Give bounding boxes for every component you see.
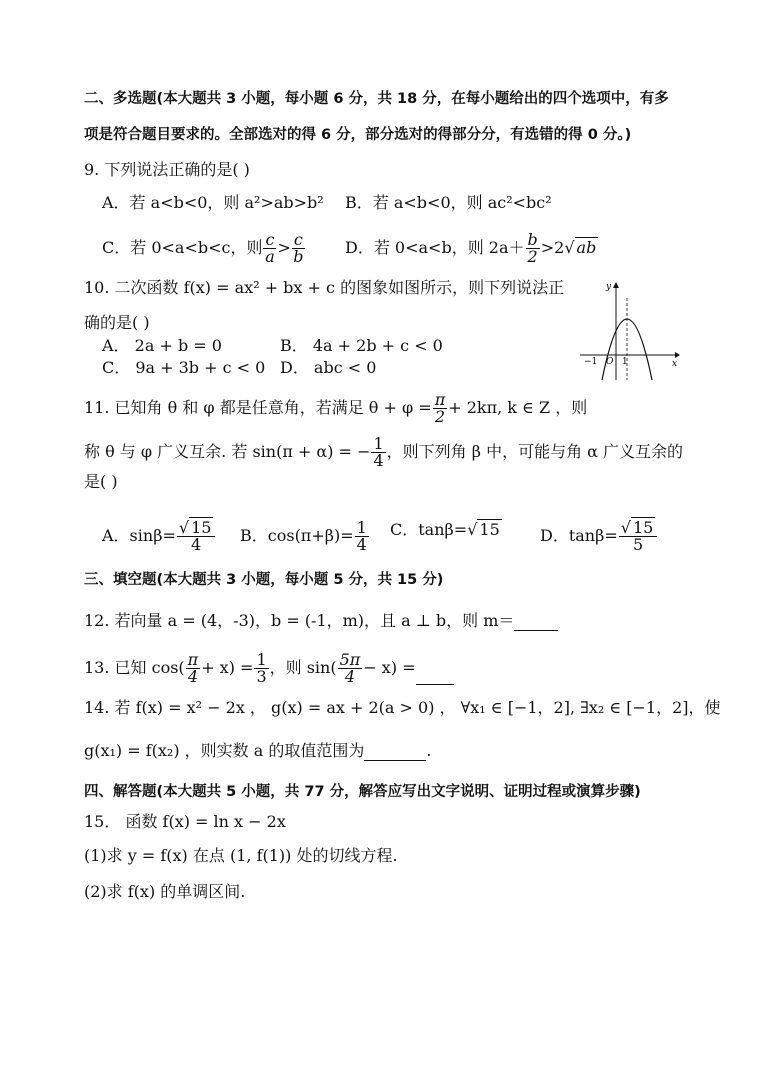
section-4-header: 四、解答题(本大题共 5 小题，共 77 分，解答应写出文字说明、证明过程或演算步骤)	[84, 784, 641, 800]
q11-option-a	[102, 520, 216, 553]
sqrt-icon: √	[178, 518, 190, 537]
q13	[84, 652, 454, 685]
q15-part1: (1)求 y = f(x) 在点 (1, f(1)) 处的切线方程.	[84, 846, 398, 865]
q14-line2	[84, 740, 431, 761]
q9-option-d	[345, 232, 598, 265]
q10-option-b: B． 4a + 2b + c < 0	[280, 336, 443, 355]
q11-option-d-text: D．tanβ=	[540, 526, 618, 545]
q12-text: 12. 若向量 a = (4，-3)，b = (-1，m)，且 a ⊥ b，则 m＝	[84, 611, 515, 630]
q11-line2	[84, 436, 683, 469]
q11-option-b	[240, 520, 370, 553]
q11-option-c-sqrt: 15	[479, 520, 500, 539]
q9-option-c-gt: >	[277, 238, 291, 257]
q11-line2-text: 称 θ 与 φ 广义互余. 若 sin(π + α) = −	[84, 442, 371, 461]
q11-line1	[84, 392, 587, 425]
q9-option-d-sqrt: ab	[576, 238, 597, 257]
section-2-header-line2: 项是符合题目要求的。全部选对的得 6 分，部分选对的得部分分，有选错的得 0 分。)	[84, 127, 632, 143]
q11-option-d-fraction: $\frac{√ 15}{5}$	[619, 520, 658, 553]
x-axis-arrow-icon	[675, 352, 680, 358]
parabola-graph	[580, 280, 680, 380]
sqrt-icon: √	[564, 238, 575, 257]
q9-option-c-fraction1: $\frac{c}{a}$	[265, 230, 275, 266]
origin-label: O	[606, 357, 614, 367]
q11-line2-fraction: $\frac{1}{4}$	[373, 434, 384, 470]
q11-line3: 是( )	[84, 472, 118, 491]
q9-option-c-fraction2: $\frac{c}{b}$	[293, 230, 304, 266]
q15-stem: 15． 函数 f(x) = ln x − 2x	[84, 812, 286, 831]
q10-stem-line2: 确的是( )	[84, 313, 150, 332]
sqrt-icon: √	[620, 518, 631, 537]
q11-option-c	[390, 520, 502, 540]
q11-line1-fraction: $\frac{\pi}{2}$	[434, 390, 446, 426]
q13-mid1: + x) =	[201, 658, 254, 677]
q11-option-a-text: A．sinβ=	[102, 526, 176, 545]
q10-option-c: C． 9a + 3b + c < 0	[102, 358, 266, 377]
q9-option-c-text: C．若 0<a<b<c，则	[102, 238, 263, 257]
q14-answer-blank	[364, 740, 426, 761]
q12-answer-blank	[514, 610, 558, 631]
section-2-header-line1: 二、多选题(本大题共 3 小题，每小题 6 分，共 18 分，在每小题给出的四个选项中，有多	[84, 91, 669, 107]
q9-option-d-fraction: $\frac{b}{2}$	[527, 230, 538, 266]
q14-end: .	[426, 741, 432, 760]
y-axis-arrow-icon	[613, 282, 619, 288]
y-axis-label: y	[606, 282, 612, 292]
q11-option-b-fraction: $\frac{1}{4}$	[356, 518, 367, 554]
section-3-header: 三、填空题(本大题共 3 小题，每小题 5 分，共 15 分)	[84, 572, 444, 588]
q11-line1-text: 11. 已知角 θ 和 φ 都是任意角，若满足 θ + φ =	[84, 398, 432, 417]
q9-stem: 9. 下列说法正确的是( )	[84, 160, 250, 179]
q9-option-d-post: >2	[540, 238, 565, 257]
q10-stem-line1: 10. 二次函数 f(x) = ax² + bx + c 的图象如图所示，则下列说法正	[84, 278, 565, 297]
q11-line1-post: + 2kπ, k ∈ Z ，则	[448, 398, 588, 417]
q11-option-b-text: B．cos(π+β)=	[240, 526, 354, 545]
q11-line2-post: ，则下列角 β 中，可能与角 α 广义互余的	[386, 442, 684, 461]
q9-option-b: B．若 a<b<0，则 ac²<bc²	[345, 193, 552, 212]
sqrt-icon: √	[467, 520, 478, 539]
x-axis-label: x	[672, 359, 678, 369]
q11-option-d	[540, 520, 658, 553]
q9-option-a: A．若 a<b<0，则 a²>ab>b²	[102, 193, 324, 212]
q13-fraction1: $\frac{\pi}{4}$	[187, 650, 199, 686]
q14-line1: 14. 若 f(x) = x² − 2x ， g(x) = ax + 2(a > 0) ， ∀x₁ ∈ [−1，2], ∃x₂ ∈ [−1，2]，使	[84, 698, 721, 717]
q10-option-d: D． abc < 0	[280, 358, 377, 377]
q9-option-d-text: D．若 0<a<b，则 2a＋	[345, 238, 525, 257]
q13-fraction2: $\frac{1}{3}$	[256, 650, 267, 686]
q14-line2-text: g(x₁) = f(x₂) ，则实数 a 的取值范围为	[84, 741, 365, 760]
q15-part2: (2)求 f(x) 的单调区间.	[84, 882, 246, 901]
tick-label-neg1: −1	[584, 357, 598, 367]
q13-mid2: ，则 sin(	[269, 658, 337, 677]
q11-option-a-fraction: $\frac{√ 15}{4}$	[177, 520, 216, 553]
q13-fraction3: $\frac{5\pi}{4}$	[339, 650, 361, 686]
q13-answer-blank	[416, 664, 454, 685]
q13-text: 13. 已知 cos(	[84, 658, 185, 677]
q10-option-a: A． 2a + b = 0	[102, 336, 222, 355]
q13-post: − x) =	[363, 658, 416, 677]
q9-option-c	[102, 232, 306, 265]
q11-option-c-text: C．tanβ=	[390, 520, 468, 539]
tick-label-1: 1	[622, 357, 628, 367]
q12	[84, 610, 558, 631]
